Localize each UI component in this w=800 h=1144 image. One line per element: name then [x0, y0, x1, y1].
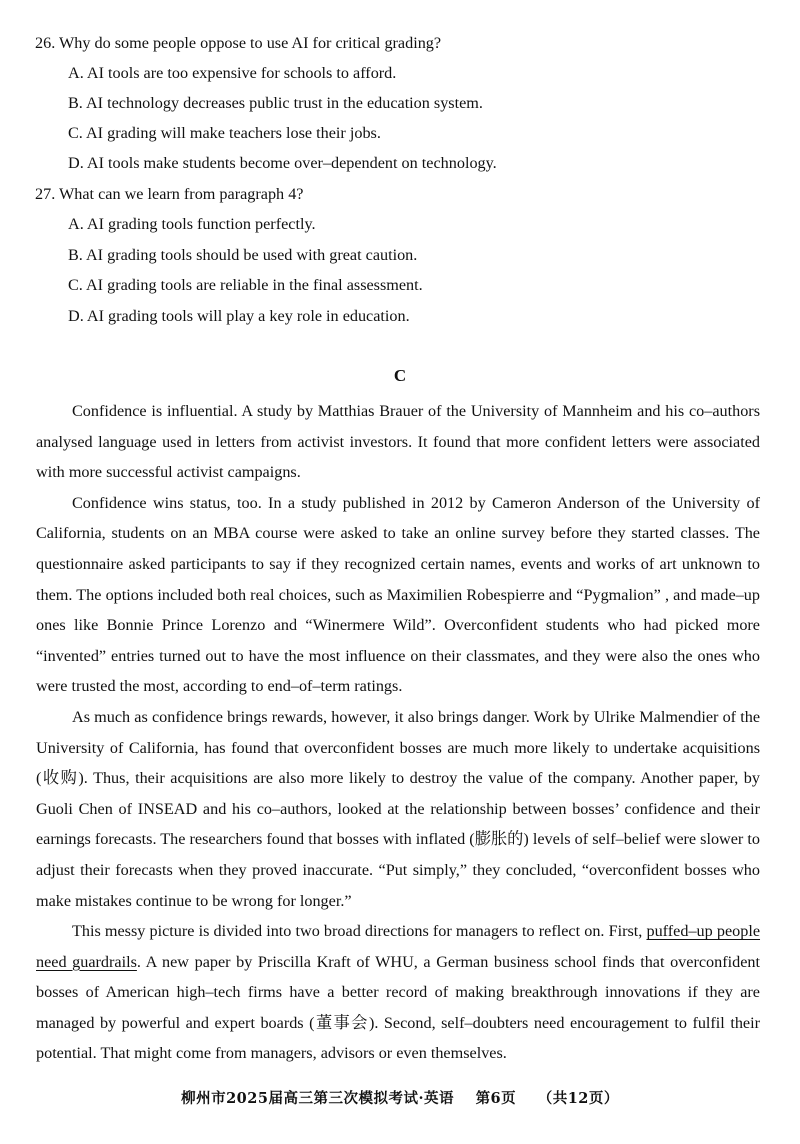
total-pages: （共12页） [537, 1090, 619, 1107]
question-27-stem: 27. What can we learn from paragraph 4? [35, 185, 304, 203]
section-heading: C [393, 366, 407, 385]
paragraph-4-intro: This messy picture is divided into two broad directions for managers to reflect on. First, [72, 922, 647, 941]
question-26-stem: 26. Why do some people oppose to use AI for critical grading? [35, 34, 442, 52]
question-27-option-b: B. AI grading tools should be used with great caution. [68, 246, 418, 264]
passage-paragraph-1: Confidence is influential. A study by Matthias Brauer of the University of Mannheim and his co–authors analysed language used in letters from activist investors. It found that more confident letters were associated with more successful activist campaigns. [36, 402, 760, 482]
question-26-option-a: A. AI tools are too expensive for schools to afford. [68, 64, 397, 82]
passage-paragraph-4 [36, 916, 760, 1069]
question-27-option-a: A. AI grading tools function perfectly. [68, 215, 316, 233]
passage-paragraph-3: As much as confidence brings rewards, however, it also brings danger. Work by Ulrike Malmendier of the University of California, has found that overconfident bosses are much more likely to undertake acquisitions (收购). Thus, their acquisitions are also more likely to destroy the value of the company. Another paper, by Guoli Chen of INSEAD and his co–authors, looked at the relationship between bosses’ confidence and their earnings forecasts. The researchers found that bosses with inflated (膨胀的) levels of self–belief were slower to adjust their forecasts when they proved inaccurate. “Put simply,” they concluded, “overconfident bosses who make mistakes continue to be wrong for longer.” [36, 707, 760, 910]
question-26-option-c: C. AI grading will make teachers lose their jobs. [68, 124, 381, 142]
exam-title: 柳州市2025届高三第三次模拟考试·英语 [181, 1090, 454, 1107]
page-number: 第6页 [475, 1090, 517, 1107]
question-27-option-d: D. AI grading tools will play a key role in education. [68, 307, 410, 325]
paragraph-4-rest: . A new paper by Priscilla Kraft of WHU, a German business school finds that overconfident bosses of American high–tech firms have a better record of making breakthrough innovations if they are managed by powerful and expert boards (董事会). Second, self–doubters need encouragement to fulfil their potential. That might come from managers, advisors or even themselves. [36, 952, 760, 1063]
question-26-option-b: B. AI technology decreases public trust in the education system. [68, 94, 483, 112]
reading-passage [36, 396, 760, 1069]
passage-paragraph-2: Confidence wins status, too. In a study published in 2012 by Cameron Anderson of the University of California, students on an MBA course were asked to take an online survey before they started classes. The questionnaire asked participants to say if they recognized certain names, events and works of art unknown to them. The options included both real choices, such as Maximilien Robespierre and “Pygmalion” , and made–up ones like Bonnie Prince Lorenzo and “Winermere Wild”. Overconfident students who had picked more “invented” entries turned out to have the most influence on their classmates, and they were also the ones who were trusted the most, according to end–of–term ratings. [36, 493, 760, 696]
underlined-phrase: puffed–up people need guardrails [36, 922, 761, 971]
page-footer [0, 1087, 800, 1108]
question-26-option-d: D. AI tools make students become over–dependent on technology. [68, 154, 497, 172]
question-27-option-c: C. AI grading tools are reliable in the final assessment. [68, 276, 423, 294]
